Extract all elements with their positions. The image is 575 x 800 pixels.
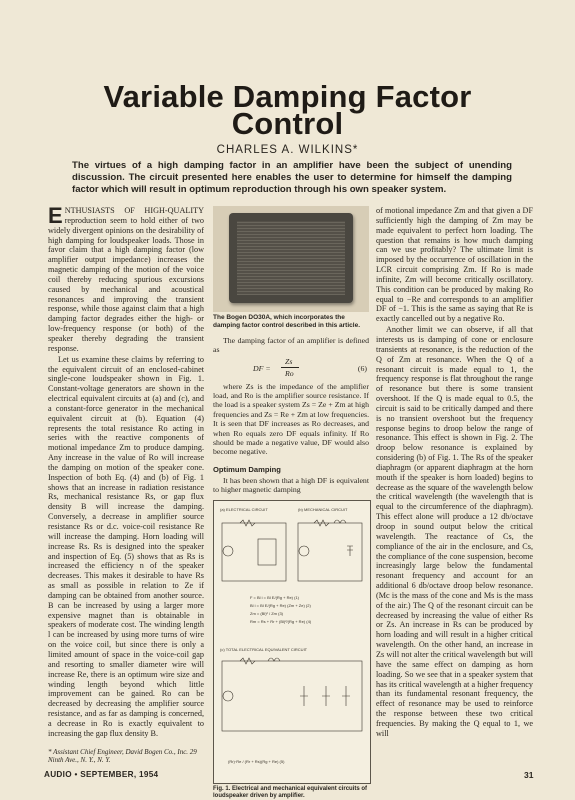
magazine-footer: AUDIO • SEPTEMBER, 1954	[44, 770, 159, 779]
figure-equation-4: Rm = Rs + Rr + (Bl)²/(Rg + Re) (4)	[250, 619, 312, 624]
electrical-circuit-schematic	[222, 520, 286, 581]
mechanical-circuit-schematic	[298, 520, 362, 581]
column-1	[48, 203, 204, 740]
column1-paragraph-1-text: NTHUSIASTS OF HIGH-QUALITY reproduction seem to hold either of two widely divergent opinions on the desirability of high damping for loudspeaker loads. Those in favor claim that a high damping factor (low amplifier output impedance) increases the magnetic damping of the motion of the voice coil thereby reducing spurious excursions caused by mechanical and acoustical resonances and improving the transient response, while those against claim that a high damping factor degrades either the high- or low-frequency response (or both) of the speaker thereby degrading the transient response.	[48, 206, 204, 353]
figure-caption: Fig. 1. Electrical and mechanical equivalent circuits of loudspeaker driven by amplifier.	[213, 786, 368, 799]
equation-6	[213, 356, 369, 382]
total-circuit-schematic	[222, 658, 362, 731]
drop-cap: E	[48, 203, 63, 228]
page-number: 31	[524, 770, 534, 780]
column-2	[213, 336, 369, 496]
column-3	[376, 206, 533, 740]
figure-1	[213, 500, 371, 784]
section-heading: Optimum Damping	[213, 464, 281, 474]
author-footnote: * Assistant Chief Engineer, David Bogen Co., Inc. 29 Ninth Ave., N. Y., N. Y.	[48, 748, 197, 764]
amplifier-cabinet-image	[229, 213, 353, 303]
figure-label-a: (a) ELECTRICAL CIRCUIT	[220, 507, 268, 512]
amplifier-photo	[213, 206, 369, 312]
figure-label-c: (c) TOTAL ELECTRICAL EQUIVALENT CIRCUIT	[220, 647, 308, 652]
figure-equation-3: Zm = (Bl)² / Zm (3)	[250, 611, 283, 616]
photo-caption: The Bogen DO30A, which incorporates the damping factor control described in this article.	[213, 314, 360, 329]
figure-label-b: (b) MECHANICAL CIRCUIT	[298, 507, 348, 512]
column1-paragraph-1	[48, 203, 204, 354]
column2-paragraph-3: It has been shown that a high DF is equivalent to higher magnetic damping	[213, 475, 369, 495]
figure-equation-1: F = Bl i = Bl E/(Rg + Re) (1)	[250, 595, 300, 600]
column2-paragraph-2: where Zs is the impedance of the amplifier load, and Ro is the amplifier source resistance. If the load is a speaker system Zs = Ze + Zm at high frequencies and Zs = Re + Zm at low frequencies. It is seen that DF increases as Ro decreases, and when Ro equals zero DF equals infinity. If Ro should be made a negative value, DF would also become negative.	[213, 381, 370, 457]
equation-numerator: Zs	[285, 356, 293, 366]
article-abstract: The virtues of a high damping factor in an amplifier have been the subject of unending discussion. The circuit presented here enables the user to determine for himself the damping factor which will result in optimum reproduction through his own speaker system.	[72, 160, 512, 195]
article-title-line1: Variable Damping Factor	[103, 79, 472, 114]
figure-equation-2: Bl i = Bl E/(Rg + Re) (Zm + Ze) (2)	[250, 603, 311, 608]
circuit-diagram	[214, 501, 370, 783]
equation-number: (6)	[357, 363, 367, 373]
equation-lhs: DF =	[253, 363, 271, 373]
column2-paragraph-1: The damping factor of an amplifier is defined as	[213, 336, 369, 355]
column1-paragraph-2: Let us examine these claims by referring to the equivalent circuit of an enclosed-cabinet single-cone loudspeaker shown in Fig. 1. Constant-voltage generators are shown in the electrical equivalent circuits at (a) and (c), and a constant-force generator in the mechanical equivalent circuit at (b). Equation (4) represents the total resistance Ro acting in series with the reactive components of motional impedance Zm to produce damping. Any increase in the value of Ro will increase the damping on motion of the speaker cone. Inspection of both Eq. (4) and (b) of Fig. 1 shows that an increase in radiation resistance Rs, mechanical resistance Rs, or gap flux density B will increase the damping. Conversely, a decrease in amplifier source resistance Rs or d.c. voice-coil resistance Re will increase the damping. Horn loading will increase Rs. Rs is designed into the speaker and inspection of Eq. (5) shows that as Rs is increased the efficiency n of the speaker decreases. This makes it desirable to have Rs as small as possible in relation to Ze if damping can be obtained from another source. B can be increased by using a larger more expensive magnet than is obtainable in speakers of moderate cost. The winding length l can be increased by using more turns of wire on the voice coil, but since there is only a limited amount of space in the voice-coil gap and resorting to smaller diameter wire will increase Re, there is an optimum wire size and winding length beyond which little improvement can be gained. Ro can be decreased by decreasing the amplifier source resistance, and as far as damping is concerned, a decrease in Ro is exactly equivalent to increasing the gap flux density B.	[48, 354, 204, 738]
figure-equation-5: (Rr)·Re / (Rr + Rs)(Rg + Re) (5)	[228, 759, 285, 764]
author-byline: CHARLES A. WILKINS*	[216, 144, 359, 156]
article-title-line2: Control	[231, 106, 344, 141]
equation-denominator: Ro	[285, 368, 294, 378]
column3-paragraph-2: Another limit we can observe, if all that interests us is damping of cone or enclosure transients at resonance, is the reduction of the Q of Zm at resonance. When the Q of a resonant circuit is made equal to 1, the frequency response is flat throughout the range of resonance but there is some transient overshoot. If the Q is made equal to 0.5, the circuit is said to be critically damped and there is no transient overshoot but the frequency response begins to droop below the range of resonance. This effect is shown in Fig. 2. The droop below resonance is explained by considering (b) of Fig. 1. The Rs of the speaker diaphragm (or apparent diaphragm at the horn mouth if the speaker is horn loaded) begins to decrease as the square of the wavelength below the critical wavelength (the wavelength that is equal to the circumference of the diaphragm). This effect alone will produce a 12 db/octave droop in sound output below the critical wavelength. The reactance of Cs, the compliance of the air in the enclosure, and Cs, the compliance of the cone suspension, become increasingly large below the fundamental resonant frequency and account for an additional 6 db/octave droop below resonance. (Mc is the mass of the cone and Ms is the mass of the air.) The Q of the resonant circuit can be decreased by increasing the value of either Rs or Zs. An increase in Rs can be produced by horn loading and will result in a higher critical wavelength. On the other hand, an increase in Zs will not alter the critical wavelength but will have the same effect on damping as horn loading. So we see that in a speaker system that has its critical wavelength at a higher frequency than its fundamental resonant frequency, the effect of resonance may be used to reinforce the response between these two critical frequencies. By making the Q equal to 1, we will	[376, 325, 533, 738]
column3-paragraph-1: of motional impedance Zm and that given a DF sufficiently high the damping of Zm may be made equivalent to perfect horn loading. The question that remains is how much damping can we use profitably? The ultimate limit is imposed by the occurrence of oscillation in the LCR circuit comprising Zm. If Ro is made infinite, Zm will become critically oscillatory. This condition can be produced by making Ro equal to −Re and corresponds to an amplifier DF of −1. This is the same as saying that Re is exactly cancelled out by a negative Ro.	[376, 206, 533, 324]
